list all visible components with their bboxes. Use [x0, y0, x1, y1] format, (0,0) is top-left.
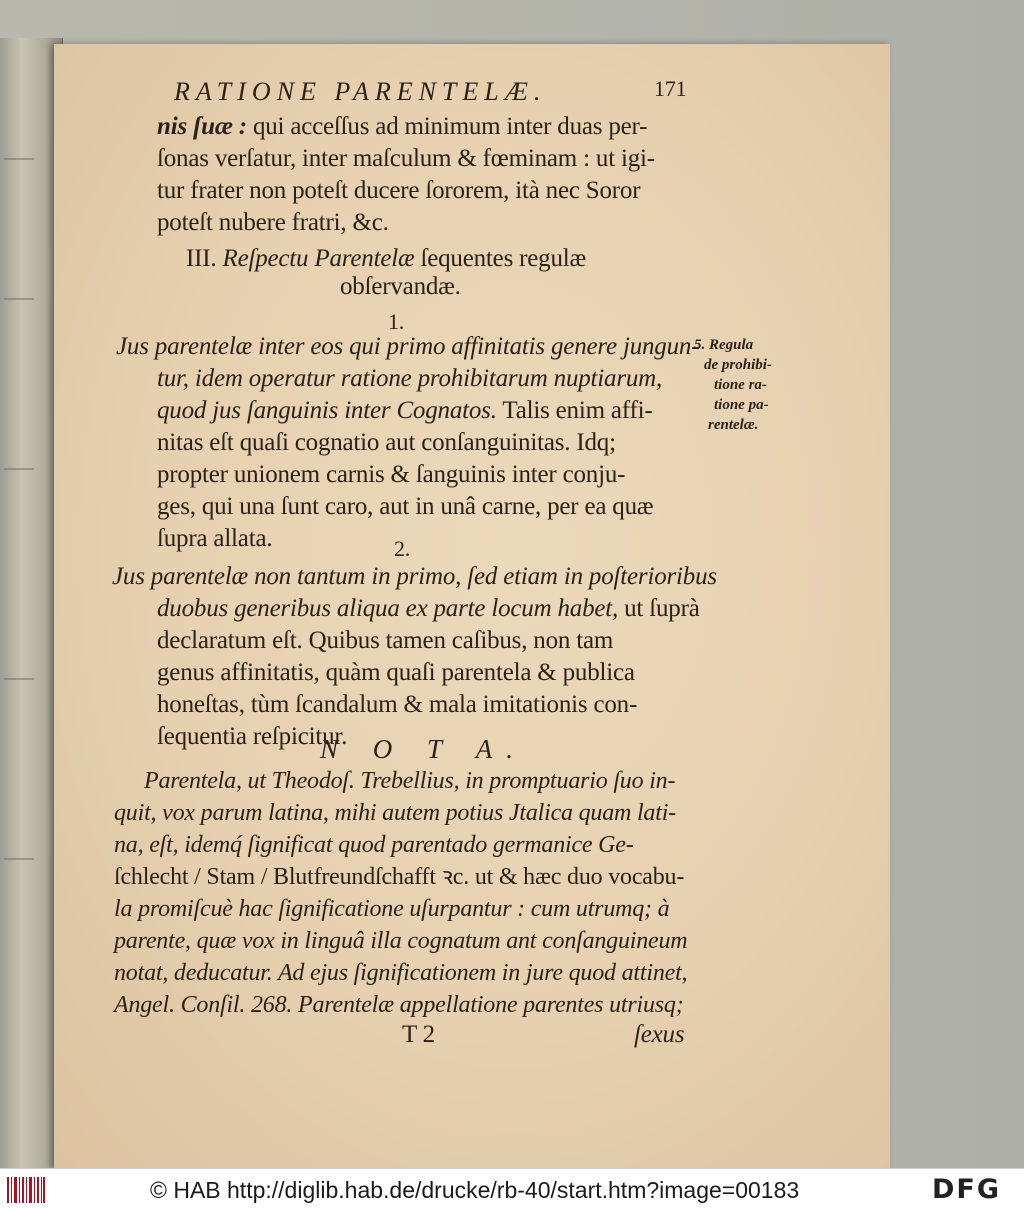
nota-line: parente, quæ vox in linguâ illa cognatum ant conſanguineum [114, 928, 688, 954]
nota-line: la promiſcuè hac ſignificatione uſurpantur : cum utrumq; à [114, 896, 670, 922]
text-line: nis ſuæ : qui acceſſus ad minimum inter duas per- [157, 113, 648, 140]
nota-line: Angel. Conſil. 268. Parentelæ appellatione parentes utriusq; [114, 992, 684, 1018]
book-page [54, 44, 890, 1168]
text-line: genus affinitatis, quàm quaſi parentela & publica [157, 659, 635, 686]
nota-line: na, eſt, idemq́ ſignificat quod parentado germanice Ge- [114, 832, 634, 858]
catchword: ſexus [634, 1021, 685, 1048]
barcode-icon [6, 1175, 46, 1205]
text-line: ſonas verſatur, inter maſculum & fœminam : ut igi- [157, 145, 655, 172]
margin-note: rentelæ. [708, 417, 759, 433]
margin-note: tione pa- [714, 397, 769, 413]
section-heading: III. Reſpectu Parentelæ ſequentes regulæ [186, 245, 586, 272]
text-line: ſequentia reſpicitur. [157, 723, 348, 750]
rule-number: 1. [388, 309, 405, 334]
text-line: ſupra allata. [157, 525, 273, 552]
page-number: 171 [654, 76, 687, 101]
margin-note: 5. Regula [694, 337, 754, 353]
text-line: propter unionem carnis & ſanguinis inter conju- [157, 461, 626, 488]
margin-note: tione ra- [714, 377, 767, 393]
margin-note: de prohibi- [704, 357, 772, 373]
nota-line: notat, deducatur. Ad ejus ſignificationem in jure quod attinet, [114, 960, 688, 986]
text-line: tur frater non poteſt ducere ſororem, ità nec Soror [157, 177, 641, 204]
text-line: honeſtas, tùm ſcandalum & mala imitationis con- [157, 691, 638, 718]
rule-text: duobus generibus aliqua ex parte locum habet, ut ſuprà [157, 595, 700, 622]
rule-text: tur, idem operatur ratione prohibitarum nuptiarum, [157, 365, 663, 392]
text-line: declaratum eſt. Quibus tamen caſibus, non tam [157, 627, 614, 654]
rule-text: quod jus ſanguinis inter Cognatos. Talis enim affi- [157, 397, 653, 424]
dfg-logo: DFG [932, 1174, 1002, 1205]
nota-line: Parentela, ut Theodoſ. Trebellius, in promptuario ſuo in- [144, 768, 676, 794]
rule-text: Jus parentelæ non tantum in primo, ſed etiam in poſterioribus [112, 563, 717, 590]
section-heading-line2: obſervandæ. [340, 273, 461, 300]
nota-heading: N O T A. [320, 734, 528, 764]
running-head: RATIONE PARENTELÆ. [174, 77, 547, 106]
rule-number: 2. [394, 536, 411, 561]
text-line: nitas eſt quaſi cognatio aut conſanguinitas. Idq; [157, 429, 616, 456]
signature-mark: T 2 [402, 1021, 435, 1048]
text-line: poteſt nubere fratri, &c. [157, 209, 389, 236]
rule-text: Jus parentelæ inter eos qui primo affinitatis genere jungun- [116, 333, 700, 360]
footer-bar [0, 1168, 1024, 1210]
nota-line: ſchlecht / Stam / Blutfreundſchafft ꝛc. ut & hæc duo vocabu- [114, 864, 685, 890]
text-line: ges, qui una ſunt caro, aut in unâ carne, per ea quæ [157, 493, 654, 520]
nota-line: quit, vox parum latina, mihi autem potius Jtalica quam lati- [114, 800, 676, 826]
footer-credit-link[interactable]: © HAB http://diglib.hab.de/drucke/rb-40/start.htm?image=00183 [150, 1177, 800, 1203]
